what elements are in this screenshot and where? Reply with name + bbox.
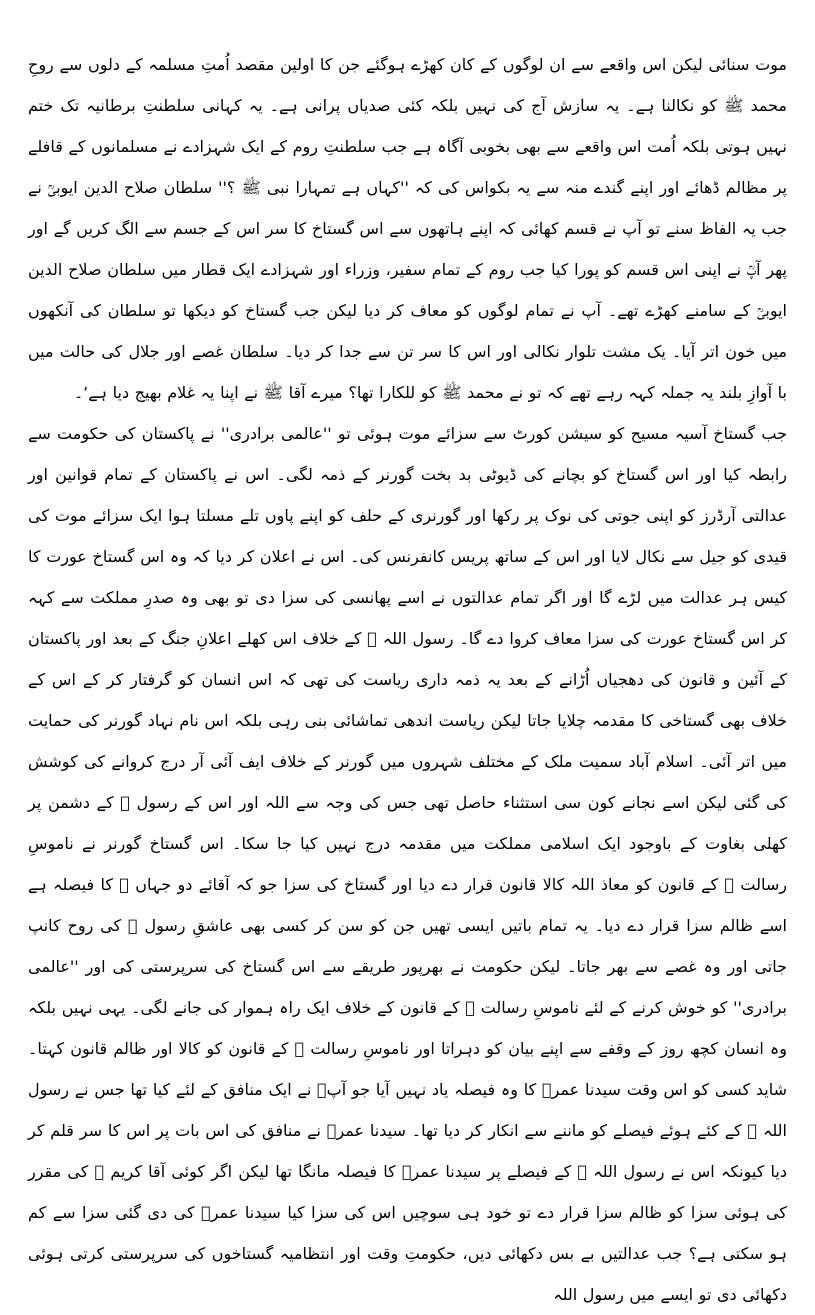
paragraph-asia-masih-case: جب گستاخ آسیہ مسیح کو سیشن کورٹ سے سزائے موت ہوئی تو ''عالمی برادری'' نے پاکستان کی حکومت سے رابطہ کیا اور اس گستاخ کو بچانے کی ڈیوٹی بد بخت گورنر کے ذمہ لگی۔ اس نے پاکستان کے تمام قوانین اور عدالتی آرڈرز کو اپنی جوتی کی نوک پر رکھا اور گورنری کے حلف کو اپنے پاوں تلے مسلتا ہوا ایک سزائے موت کی قیدی کو جیل سے نکال لایا اور اس کے ساتھ پریس کانفرنس کی۔ اس نے اعلان کر دیا کہ وہ اس گستاخ عورت کا کیس ہر عدالت میں لڑے گا اور اگر تمام عدالتوں نے اسے پھانسی کی سزا دی تو بھی وہ صدرِ مملکت سے کہہ کر اس گستاخ عورت کی سزا معاف کروا دے گا۔ رسول اللہ ﷺ کے خلاف اس کھلے اعلانِ جنگ کے بعد اور پاکستان کے آئین و قانون کی دھجیاں اُڑانے کے بعد یہ ذمہ داری ریاست کی تھی کہ اس انسان کو گرفتار کر کے اس کے خلاف بھی گستاخی کا مقدمہ چلایا جاتا لیکن ریاست اندھی تماشائی بنی رہی بلکہ اس نام نہاد گورنر کی حمایت میں اتر آئی۔ اسلام آباد سمیت ملک کے مختلف شہروں میں گورنر کے خلاف ایف آئی آر درج کروانے کی کوشش کی گئی لیکن اسے نجانے کون سی استثناء حاصل تھی جس کی وجہ سے اللہ اور اس کے رسول ﷺ کے دشمن پر کھلی بغاوت کے باوجود ایک اسلامی مملکت میں مقدمہ درج نہیں کیا جا سکا۔ اس گستاخ گورنر نے ناموسِ رسالت ﷺ کے قانون کو معاذ اللہ کالا قانون قرار دے دیا اور گستاخ کی سزا جو کہ آقائے دو جہاں ﷺ کا فیصلہ ہے اسے ظالم سزا قرار دے دیا۔ یہ تمام باتیں ایسی تھیں جن کو سن کر کسی بھی عاشقِ رسول ﷺ کی روح کانپ جاتی اور وہ غصے سے بھر جاتا۔ لیکن حکومت نے بھرپور طریقے سے اس گستاخ کی سرپرستی کی اور ''عالمی برادری'' کو خوش کرنے کے لئے ناموسِ رسالت ﷺ کے قانون کے خلاف ایک راہ ہموار کی جانے لگی۔ یہی نہیں بلکہ وہ انسان کچھ روز کے وقفے سے اپنے بیان کو دہراتا اور ناموسِ رسالت ﷺ کے قانون کو کالا اور ظالم قانون کہتا۔ شاید کسی کو اس وقت سیدنا عمرؓ کا وہ فیصلہ یاد نہیں آیا جو آپؓ نے ایک منافق کے لئے کیا تھا جس نے رسول اللہ ﷺ کے کئے ہوئے فیصلے کو ماننے سے انکار کر دیا تھا۔ سیدنا عمرؓ نے منافق کی اس بات پر اس کا سر قلم کر دیا کیونکہ اس نے رسول اللہ ﷺ کے فیصلے پر سیدنا عمرؓ کا فیصلہ مانگا تھا لیکن اگر کوئی آقا کریم ﷺ کی مقرر کی ہوئی سزا کو ظالم سزا قرار دے تو خود ہی سوچیں اس کی سزا کیا سیدنا عمرؓ کی دی گئی سزا سے کم ہو سکتی ہے؟ جب عدالتیں بے بس دکھائی دیں، حکومتِ وقت اور انتظامیہ گستاخوں کی سرپرستی کرتی ہوئی دکھائی دی تو ایسے میں رسول اللہ (28, 424, 788, 1304)
paragraph-sultan-salahuddin-story: موت سنائی لیکن اس واقعے سے ان لوگوں کے کان کھڑے ہوگئے جن کا اولین مقصد اُمتِ مسلمہ کے دلوں سے روحِ محمد ﷺ کو نکالنا ہے۔ یہ سازش آج کی نہیں بلکہ کئی صدیاں پرانی ہے۔ یہ کہانی سلطنتِ برطانیہ تک ختم نہیں ہوتی بلکہ اُمت اس واقعے سے بھی بخوبی آگاہ ہے جب سلطنتِ روم کے ایک شہزادے نے مسلمانوں کے قافلے پر مظالم ڈھائے اور اپنے گندے منہ سے یہ بکواس کی کہ ''کہاں ہے تمہارا نبی ﷺ ؟'' سلطان صلاح الدین ایوبیؒ نے جب یہ الفاظ سنے تو آپ نے قسم کھائی کہ اپنے ہاتھوں سے اس گستاخ کا سر اس کے جسم سے الگ کریں گے اور پھر آپؒ نے اپنی اس قسم کو پورا کیا جب روم کے تمام سفیر، وزراء اور شہزادے ایک قطار میں سلطان صلاح الدین ایوبیؒ کے سامنے کھڑے تھے۔ آپ نے تمام لوگوں کو معاف کر دیا لیکن جب گستاخ کو دیکھا تو سلطان کی آنکھوں میں خون اتر آیا۔ یک مشت تلوار نکالی اور اس کا سر تن سے جدا کر دیا۔ سلطان غصے اور جلال کی حالت میں با آوازِ بلند یہ جملہ کہہ رہے تھے کہ تو نے محمد ﷺ کو للکارا تھا؟ میرے آقا ﷺ نے اپنا یہ غلام بھیج دیا ہے‘۔ (28, 55, 787, 402)
